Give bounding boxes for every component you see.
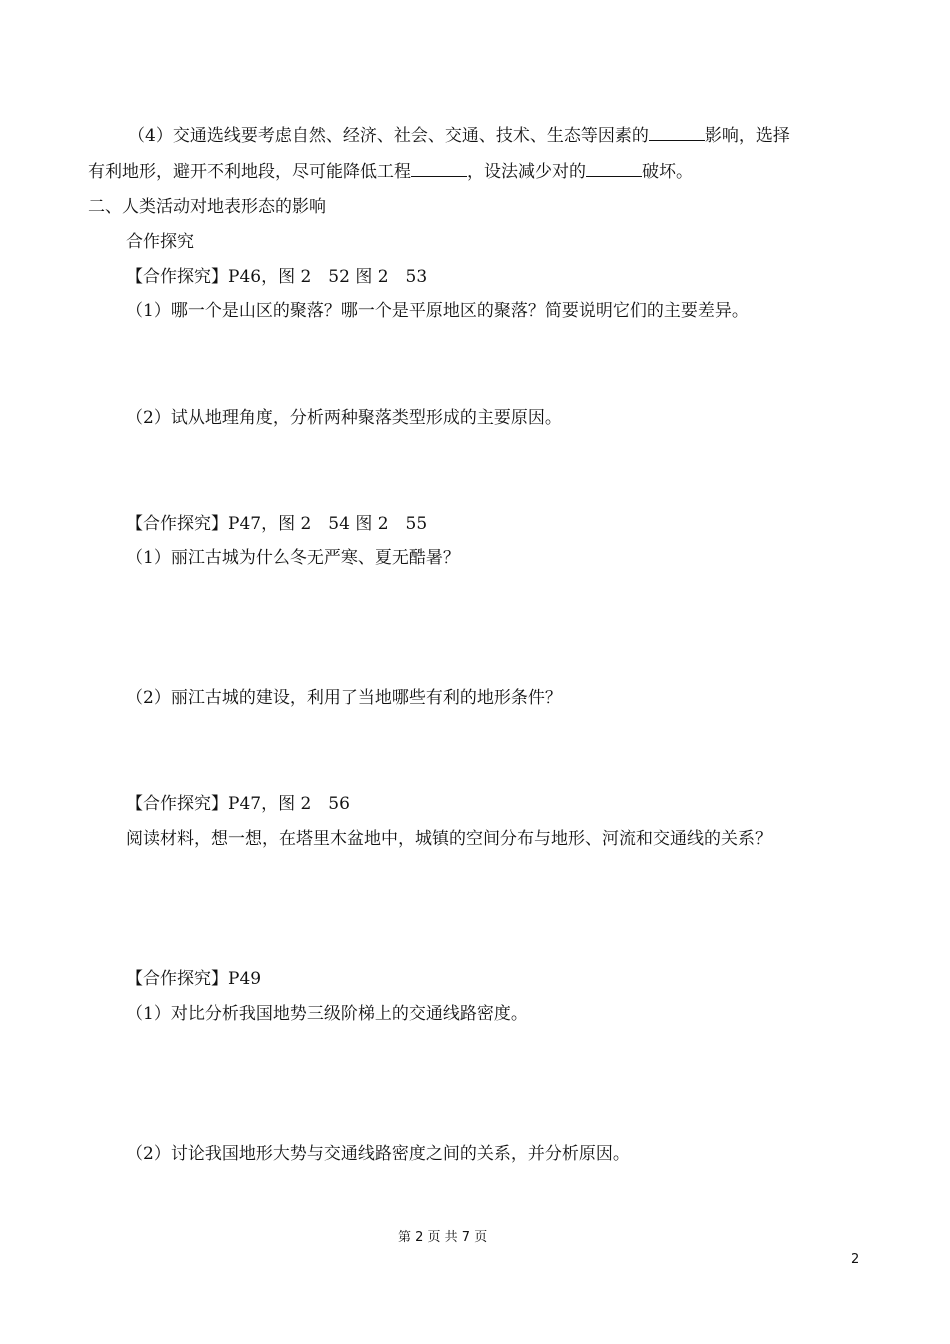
block1-question-1: （1）哪一个是山区的聚落？哪一个是平原地区的聚落？简要说明它们的主要差异。: [126, 301, 749, 321]
q4-line-2: [88, 160, 693, 183]
q4-line2-text-b: ，设法减少对的: [467, 162, 586, 182]
q4-blank-1[interactable]: [649, 124, 705, 141]
q4-blank-3[interactable]: [586, 160, 642, 177]
block1-question-2: （2）试从地理角度，分析两种聚落类型形成的主要原因。: [126, 408, 562, 428]
block1-reference: 【合作探究】P46，图 2 52 图 2 53: [126, 267, 428, 287]
block4-reference: 【合作探究】P49: [126, 969, 262, 989]
block4-question-1: （1）对比分析我国地势三级阶梯上的交通线路密度。: [126, 1004, 528, 1024]
block2-reference: 【合作探究】P47，图 2 54 图 2 55: [126, 514, 428, 534]
q4-line2-text-a: 有利地形，避开不利地段，尽可能降低工程: [88, 162, 411, 182]
q4-blank-2[interactable]: [411, 160, 467, 177]
block4-question-2: （2）讨论我国地形大势与交通线路密度之间的关系，并分析原因。: [126, 1144, 630, 1164]
block3-text: 阅读材料，想一想，在塔里木盆地中，城镇的空间分布与地形、河流和交通线的关系？: [126, 829, 772, 849]
page-number: 2: [851, 1252, 860, 1267]
block2-question-2: （2）丽江古城的建设，利用了当地哪些有利的地形条件？: [126, 688, 562, 708]
q4-line-1: [128, 124, 790, 147]
q4-line2-text-c: 破坏。: [642, 162, 693, 182]
cooperate-heading: 合作探究: [126, 232, 194, 252]
section-2-title: 二、人类活动对地表形态的影响: [88, 197, 326, 217]
block2-question-1: （1）丽江古城为什么冬无严寒、夏无酷暑？: [126, 548, 460, 568]
block3-reference: 【合作探究】P47，图 2 56: [126, 794, 350, 814]
q4-line1-text-b: 影响，选择: [704, 126, 790, 146]
q4-line1-text-a: （4）交通选线要考虑自然、经济、社会、交通、技术、生态等因素的: [128, 126, 649, 146]
page-info: 第 2 页 共 7 页: [398, 1230, 488, 1245]
